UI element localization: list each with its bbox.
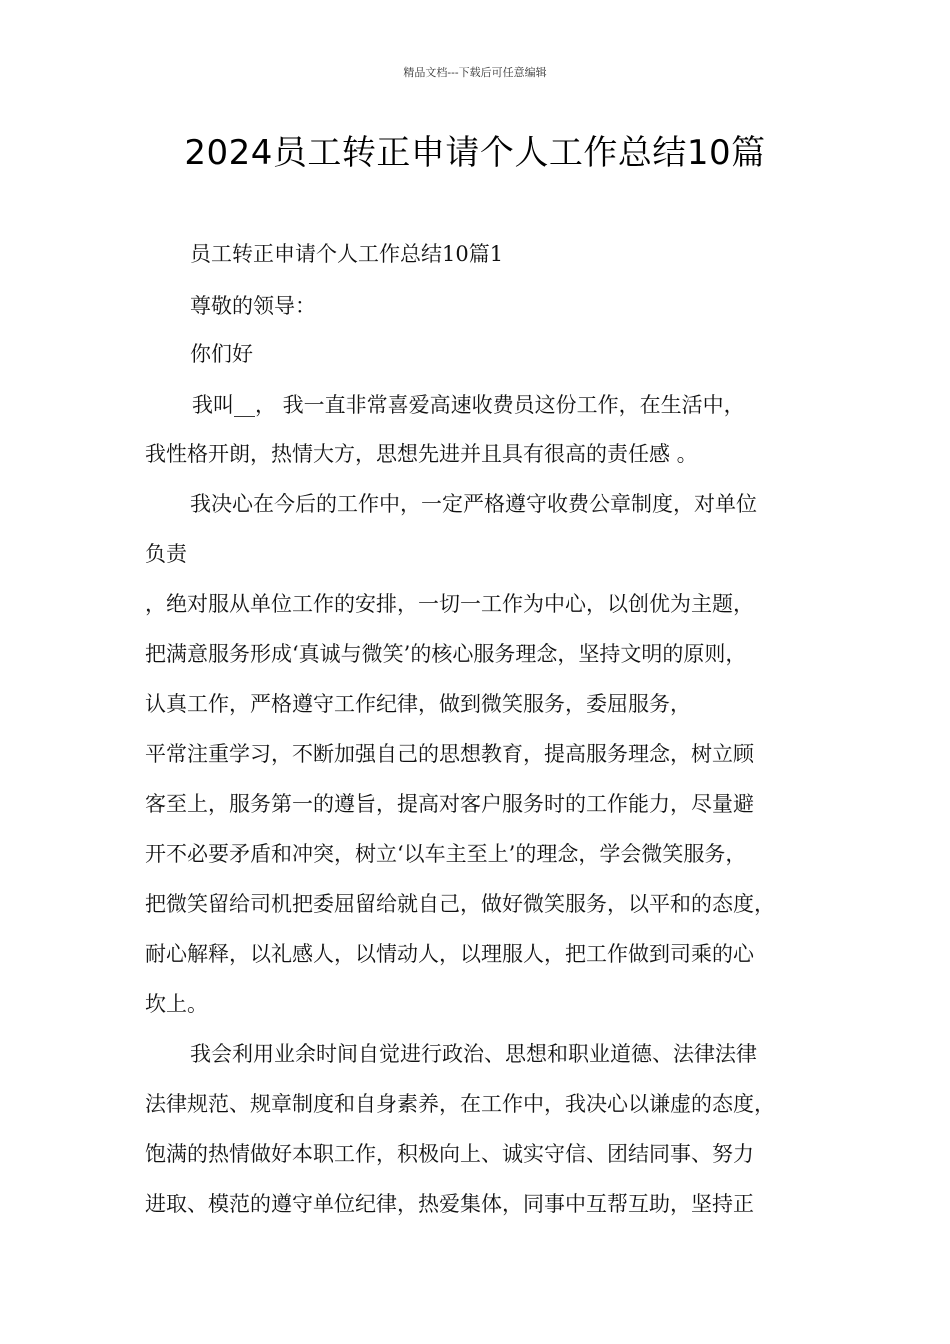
paragraph-line: 客至上，服务第一的遵旨，提高对客户服务时的工作能力，尽量避 — [145, 792, 754, 816]
paragraph-line: 负责 — [145, 542, 187, 566]
paragraph-line: 饱满的热情做好本职工作，积极向上、诚实守信、团结同事、努力 — [145, 1142, 754, 1166]
paragraph-line: 我决心在今后的工作中，一定严格遵守收费公章制度，对单位 — [190, 492, 757, 516]
paragraph-line: 开不必要矛盾和冲突，树立‘以车主至上’的理念，学会微笑服务， — [145, 842, 747, 866]
paragraph-line: 进取、模范的遵守单位纪律，热爱集体，同事中互帮互助，坚持正 — [145, 1192, 754, 1216]
paragraph-line: 把微笑留给司机把委屈留给就自己，做好微笑服务，以平和的态度， — [145, 892, 775, 916]
paragraph-line: 我会利用业余时间自觉进行政治、思想和职业道德、法律法律 — [190, 1042, 757, 1066]
paragraph-line: 平常注重学习，不断加强自己的思想教育，提高服务理念，树立顾 — [145, 742, 754, 766]
paragraph-line: 把满意服务形成‘真诚与微笑’的核心服务理念，坚持文明的原则， — [145, 642, 747, 666]
document-title: 2024员工转正申请个人工作总结10篇 — [184, 133, 766, 173]
paragraph-line: 耐心解释，以礼感人，以情动人，以理服人，把工作做到司乘的心 — [145, 942, 754, 966]
paragraph-line: ，绝对服从单位工作的安排，一切一工作为中心，以创优为主题， — [145, 592, 754, 616]
section-heading: 员工转正申请个人工作总结10篇1 — [190, 242, 504, 266]
paragraph-line: 坎上。 — [145, 992, 208, 1016]
paragraph-line: 认真工作，严格遵守工作纪律，做到微笑服务，委屈服务， — [145, 692, 691, 716]
greeting: 你们好 — [190, 342, 253, 366]
header-note: 精品文档---下载后可任意编辑 — [403, 66, 547, 79]
paragraph-line: 我叫__， 我一直非常喜爱高速收费员这份工作，在生活中， — [192, 393, 745, 417]
paragraph-line: 法律规范、规章制度和自身素养，在工作中，我决心以谦虚的态度， — [145, 1092, 775, 1116]
salutation: 尊敬的领导： — [190, 294, 316, 318]
paragraph-line: 我性格开朗，热情大方，思想先进并且具有很高的责任感 。 — [145, 442, 698, 466]
